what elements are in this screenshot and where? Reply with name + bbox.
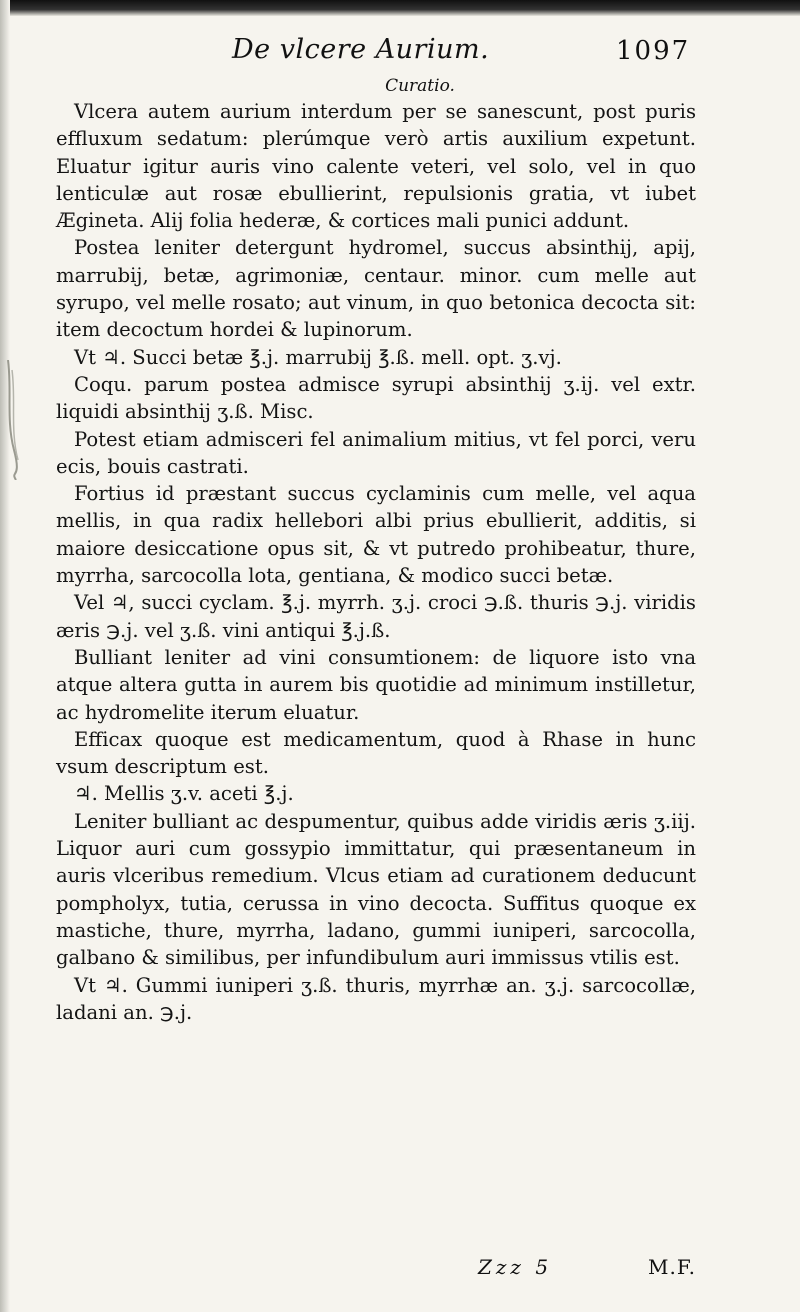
prescription-line: Vel ♃, succi cyclam. ℥.j. myrrh. ʒ.j. croci ℈.ß. thuris ℈.j. viridis æris ℈.j. vel ʒ.ß. vini antiqui ℥.j.ß. [56,591,696,642]
paragraph: Coqu. parum postea admisce syrupi absinthij ʒ.ij. vel extr. liquidi absinthij ʒ.ß. Misc. [56,372,696,424]
page-number: 1097 [616,36,691,66]
section-heading: Curatio. [385,76,455,96]
prescription-line: ♃. Mellis ʒ.v. aceti ℥.j. [74,782,294,806]
paragraph: Efficax quoque est medicamentum, quod à Rhase in hunc vsum descriptum est. [56,727,696,779]
running-title: De vlcere Aurium. [232,34,490,65]
prescription-line: Vt ♃. Succi betæ ℥.j. marrubij ℥.ß. mell. opt. ʒ.vj. [74,345,562,369]
binding-thread-graphic [2,360,22,480]
prescription-line: Vt ♃. Gummi iuniperi ʒ.ß. thuris, myrrhæ an. ʒ.j. sarcocollæ, ladani an. ℈.j. [56,973,696,1024]
paragraph: Vlcera autem aurium interdum per se sanescunt, post puris effluxum sedatum: plerúmque verò artis auxilium expetunt. Eluatur igitur auris vino calente veteri, vel solo, vel in quo lenticulæ aut rosæ ebullierint, repulsionis gratia, vt iubet Ægineta. Alij folia hederæ, & cortices mali punici addunt. [56,100,696,233]
paragraph: Postea leniter detergunt hydromel, succus absinthij, apij, marrubij, betæ, agrimoniæ, centaur. minor. cum melle aut syrupo, vel melle rosato; aut vinum, in quo betonica decocta sit: item decoctum hordei & lupinorum. [56,236,696,342]
paragraph: Bulliant leniter ad vini consumtionem: de liquore isto vna atque altera gutta in aurem bis quotidie ad minimum instilletur, ac hydromelite iterum eluatur. [56,645,696,724]
page-body [56,98,696,1026]
page-footer [0,1255,800,1285]
footer-mark: M.F. [648,1255,696,1279]
binding-shadow [0,0,10,1312]
paragraph: Potest etiam admisceri fel animalium mitius, vt fel porci, veru ecis, bouis castrati. [56,427,696,478]
scan-top-edge [0,0,800,16]
page-header [0,34,800,74]
paragraph: Leniter bulliant ac despumentur, quibus adde viridis æris ʒ.iij. Liquor auri cum gossypio immittatur, qui præsentaneum in auris vlceribus remedium. Vlcus etiam ad curationem deducunt pompholyx, tutia, cerussa in vino decocta. Suffitus quoque ex mastiche, thure, myrrha, ladano, gummi iuniperi, sarcocolla, galbano & similibus, per infundibulum auri immissus vtilis est. [56,809,696,970]
paragraph: Fortius id præstant succus cyclaminis cum melle, vel aqua mellis, in qua radix hellebori albi prius ebullierit, additis, si maiore desiccatione opus sit, & vt putredo prohibeatur, thure, myrrha, sarcocolla lota, gentiana, & modico succi betæ. [56,482,696,588]
signature-mark: Zzz 5 [478,1255,553,1279]
